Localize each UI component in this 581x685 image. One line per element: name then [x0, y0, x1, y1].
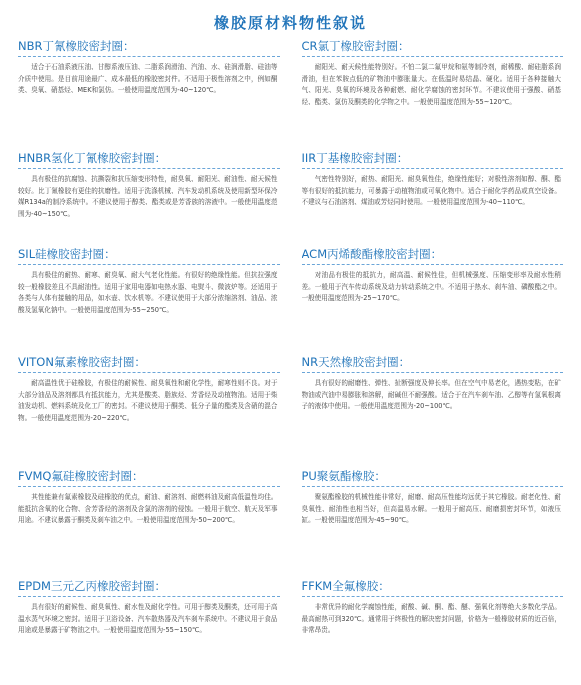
section-body: 非常优异的耐化学腐蚀性能，耐酸、碱、酮、酯、醚、强氧化剂等绝大多数化学品。最高耐热可到320℃。通常用于终极性的解决密封问题，价格为一般橡胶材质的近百倍，非常昂贵。 [301, 603, 561, 635]
left-column [18, 38, 280, 668]
section-heading: EPDM三元乙丙橡胶密封圈： [18, 578, 280, 597]
section-heading: ACM丙烯酸酯橡胶密封圈： [302, 246, 564, 265]
section-pu [302, 468, 564, 578]
section-body: 具有极佳的抗腐蚀、抗撕裂和抗压缩变形特性，耐臭氧、耐阳光、耐油性、耐天候性较好。比丁氰橡胶有更佳的抗磨性。适用于洗涤机械、汽车发动机系统及使用新型环保冷媒R134a的制冷系统中。不建议使用于醇类、酯类或是芳香族的溶液中。一般使用温度范围为-40~150℃。 [18, 175, 278, 218]
section-heading: IIR丁基橡胶密封圈： [302, 150, 564, 169]
section-fvmq [18, 468, 280, 578]
section-sil [18, 246, 280, 354]
section-epdm [18, 578, 280, 668]
content-grid [18, 38, 563, 668]
section-body: 具有极佳的耐热、耐寒、耐臭氧、耐大气老化性能。有很好的绝缘性能。但抗拉强度较一般橡胶差且不具耐油性。适用于家用电器如电热水器、电熨斗、微波炉等。还适用于各类与人体有接触的用品，如水壶、饮水机等。不建议使用于大部分浓缩溶剂、油品、浓酸及氢氧化钠中。一般使用温度范围为-55~250℃。 [18, 271, 278, 314]
section-body: 适合于石油系液压油、甘醇系液压油、二脂系润滑油、汽油、水、硅润滑脂、硅油等介质中使用。是目前用途最广、成本最低的橡胶密封件。不适用于极性溶剂之中，例如酮类、臭氧、硝基烃、MEK和氯仿。一般使用温度范围为-40~120℃。 [18, 63, 278, 95]
section-heading: NBR丁氰橡胶密封圈： [18, 38, 280, 57]
section-body: 耐高温性优于硅橡胶，有极佳的耐候性、耐臭氧性和耐化学性，耐寒性则不良。对于大部分油品及溶剂都具有抵抗能力，尤其是酸类、脂族烃、芳香烃及动植物油。适用于柴油发动机、燃料系统及化工厂的密封。不建议使用于酮类、低分子量的酯类及含硝的混合物。一般使用温度范围为-20~220℃。 [18, 379, 278, 422]
page-title: 橡胶原材料物性叙说 [213, 14, 367, 32]
section-heading: VITON氟素橡胶密封圈： [18, 354, 280, 373]
section-heading: NR天然橡胶密封圈： [302, 354, 564, 373]
section-nbr [18, 38, 280, 150]
right-column [302, 38, 564, 668]
section-heading: FVMQ氟硅橡胶密封圈： [18, 468, 280, 487]
section-body: 耐阳光、耐天候性能特别好。不怕二氯二氟甲烷和氨等制冷剂，耐稀酸、耐硅脂系润滑油，但在苯胺点低的矿物油中膨胀量大。在低温时易结晶、硬化。适用于各种接触大气、阳光、臭氧的环境及各种耐燃、耐化学腐蚀的密封环节。不建议使用于强酸、硝基烃、酯类、氯仿及酮类的化学物之中。一般使用温度范围为-55~120℃。 [301, 63, 561, 106]
section-body: 气密性特别好，耐热、耐阳光、耐臭氧性佳，绝缘性能好；对极性溶剂如醇、酮、酯等有很好的抵抗能力，可暴露于动植物油或可氧化物中。适合于耐化学药品或真空设备。不建议与石油溶剂、煤油或芳烃同时使用。一般使用温度范围为-40~110℃。 [301, 175, 561, 207]
section-body: 对油品有极佳的抵抗力，耐高温、耐候性佳，但机械强度、压缩变形率及耐水性稍差。一般用于汽车传动系统及动力转动系统之中。不适用于热水、刹车油、磷酸酯之中。一般使用温度范围为-25~170℃。 [301, 271, 561, 303]
section-cr [302, 38, 564, 150]
section-nr [302, 354, 564, 468]
section-hnbr [18, 150, 280, 246]
section-heading: FFKM全氟橡胶： [302, 578, 564, 597]
section-viton [18, 354, 280, 468]
section-iir [302, 150, 564, 246]
section-body: 其性能兼有氟素橡胶及硅橡胶的优点，耐油、耐溶剂、耐燃料油及耐高低温性均佳。能抵抗含氧的化合物、含芳香烃的溶剂及含氯的溶剂的侵蚀。一般用于航空、航天及军事用途。不建议暴露于酮类及刹车油之中。一般使用温度范围为-50~200℃。 [18, 493, 278, 525]
section-heading: SIL硅橡胶密封圈： [18, 246, 280, 265]
section-acm [302, 246, 564, 354]
section-body: 聚氨酯橡胶的机械性能非常好，耐磨、耐高压性能均远优于其它橡胶。耐老化性、耐臭氧性、耐油性也相当好，但高温易水解。一般用于耐高压、耐磨损密封环节，如液压缸。一般使用温度范围为-45~90℃。 [301, 493, 561, 525]
section-ffkm [302, 578, 564, 668]
section-heading: PU聚氨酯橡胶： [302, 468, 564, 487]
section-body: 具有很好的耐候性、耐臭氧性、耐水性及耐化学性。可用于醇类及酮类，还可用于高温水蒸气环境之密封。适用于卫浴设备、汽车散热器及汽车刹车系统中。不建议用于食品用途或是暴露于矿物油之中。一般使用温度范围为-55~150℃。 [18, 603, 278, 635]
section-heading: CR氯丁橡胶密封圈： [302, 38, 564, 57]
section-heading: HNBR氢化丁氰橡胶密封圈： [18, 150, 280, 169]
section-body: 具有很好的耐磨性、弹性、扯断强度及伸长率。但在空气中易老化，遇热变粘，在矿物油或汽油中易膨胀和溶解，耐碱但不耐强酸。适合于在汽车刹车油、乙醇等有氢氧根离子的液体中使用。一般使用温度范围为-20~100℃。 [301, 379, 561, 411]
